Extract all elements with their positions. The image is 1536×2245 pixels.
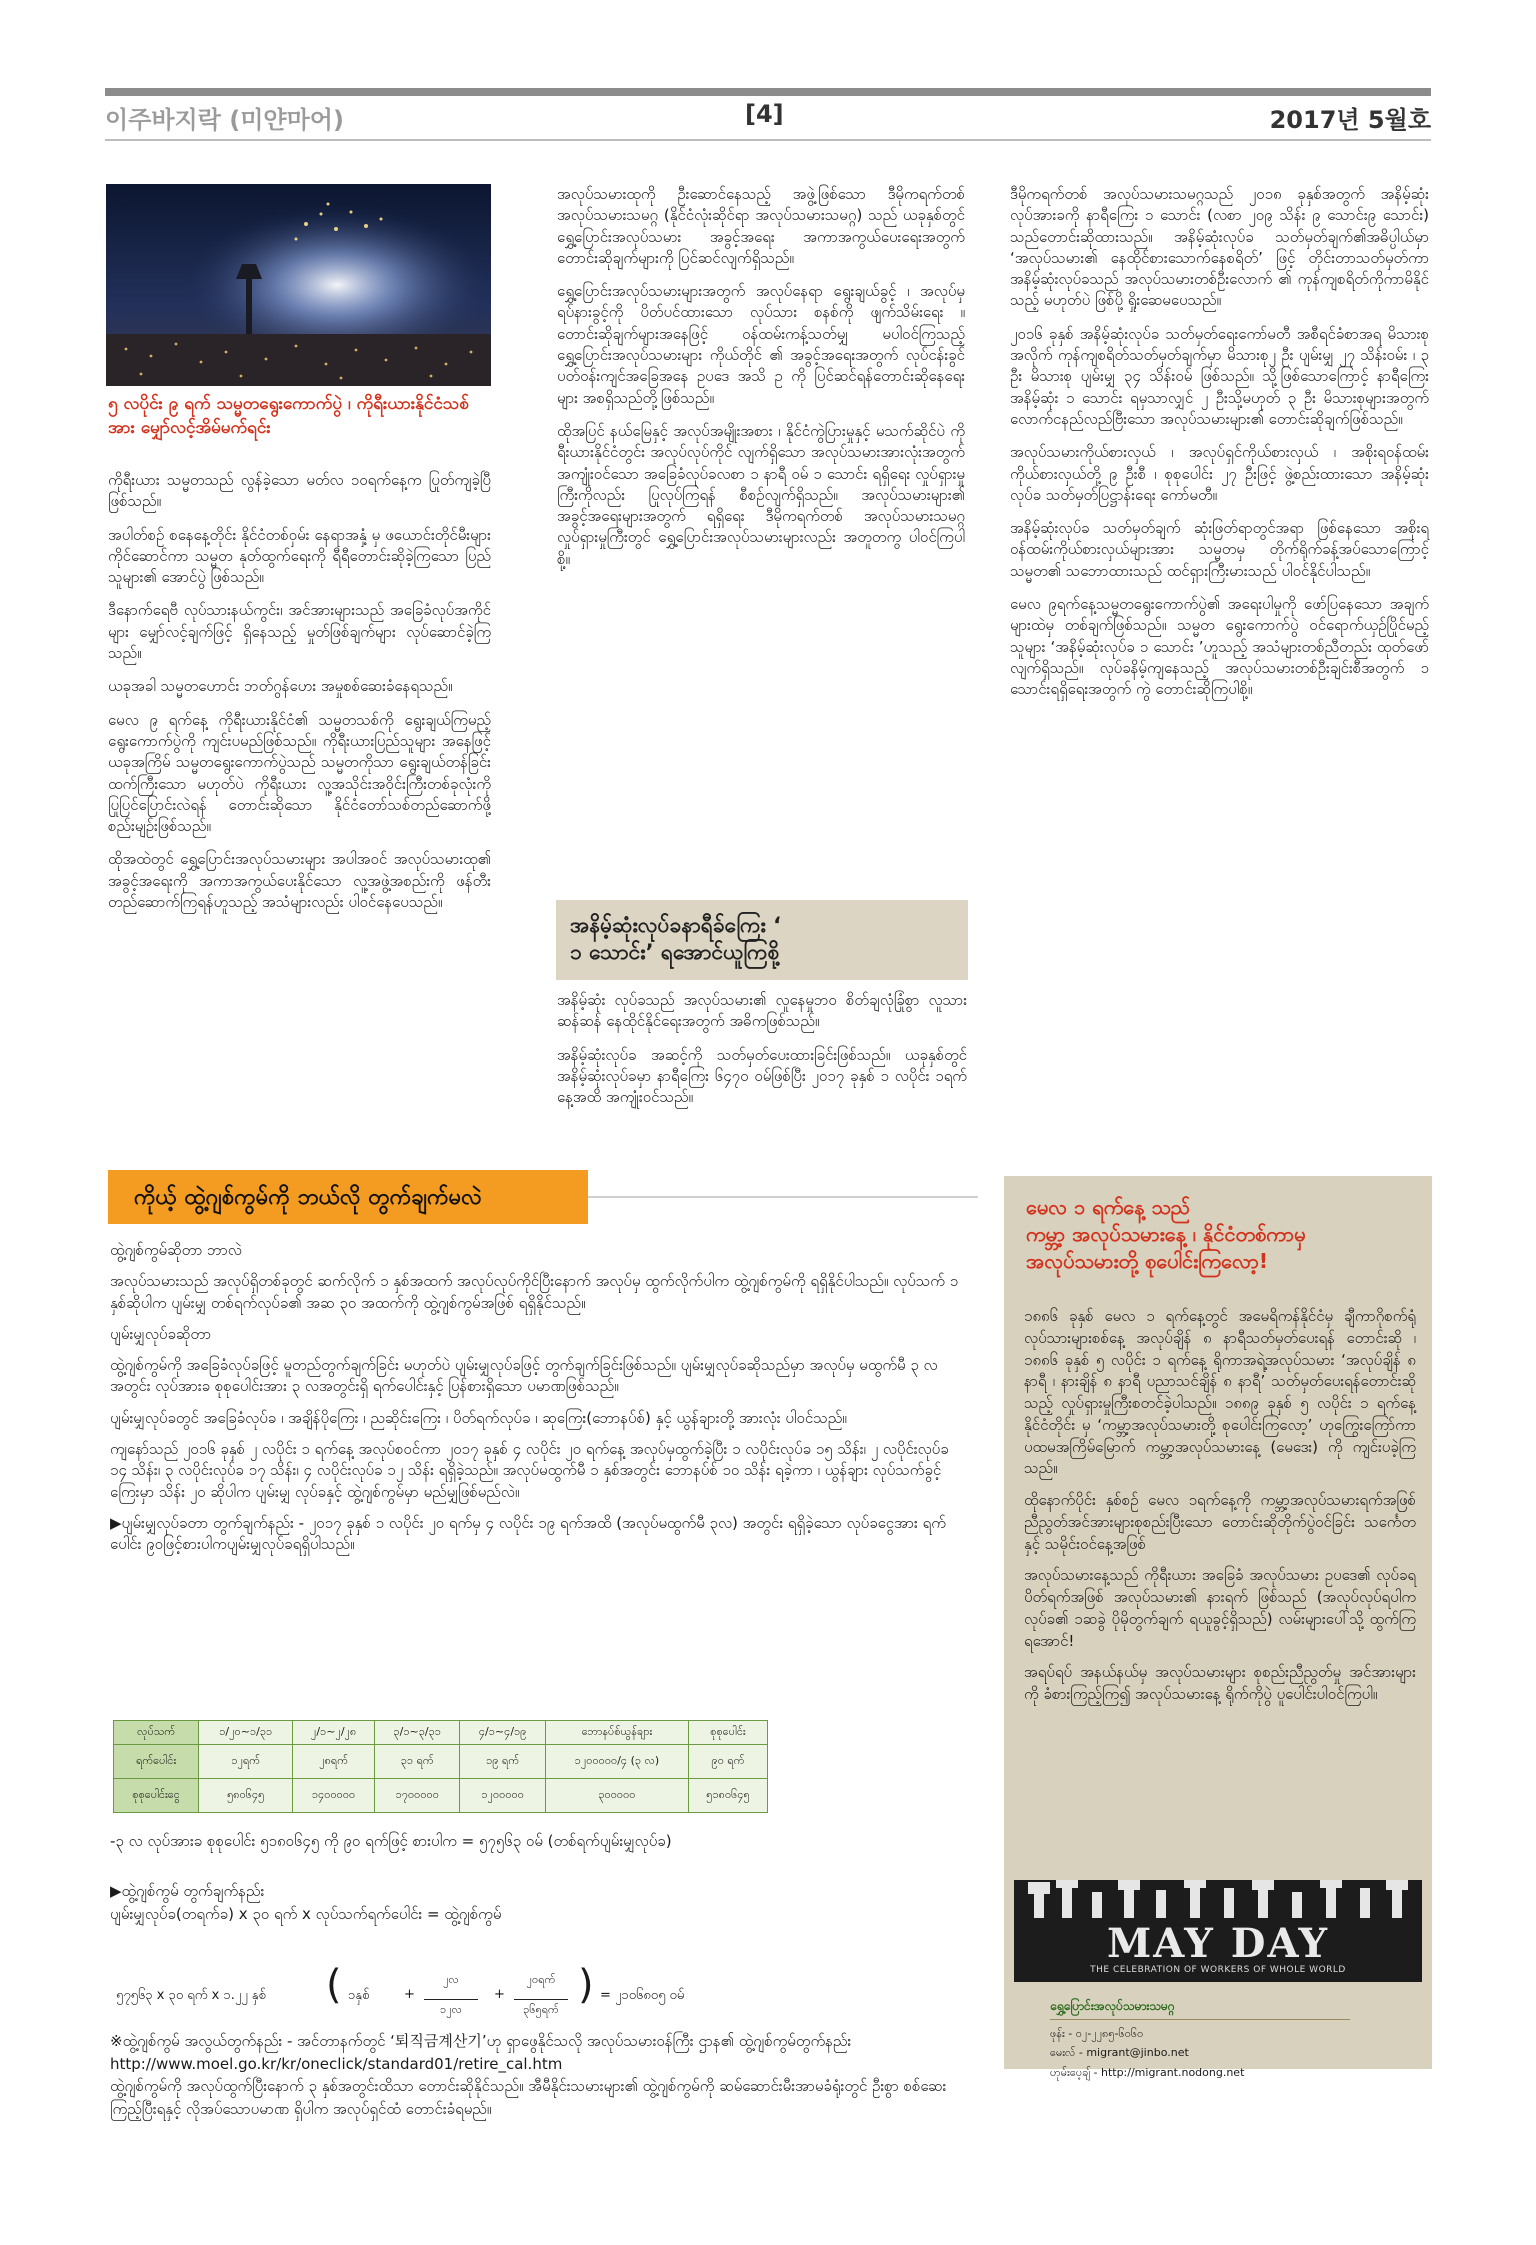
paragraph: ▶ပျမ်းမျှလုပ်ခတာ တွက်ချက်နည်း - ၂၀၁၇ ခုနှစ် ၁ လပိုင်း ၂၀ ရက်မှ ၄ လပိုင်း ၁၉ ရက်အထိ (အလုပ်မထွက်မီ ၃လ) အတွင်း ရရှိခဲ့သော လုပ်ခငွေအား ရက်ပေါင်း ၉၀ဖြင့်စားပါကပျမ်းမျှလုပ်ခရရှိပါသည်။ (110, 1513, 946, 1554)
table-cell: ၃/၁~၃/၃၁ (375, 1721, 460, 1745)
paren-open: ( (326, 1962, 342, 2008)
banner-rule (588, 1196, 978, 1198)
severance-banner (108, 1170, 588, 1224)
plus-sign: + (404, 1987, 415, 2002)
paragraph: အနိမ့်ဆုံးလုပ်ခ သတ်မှတ်ချက် ဆုံးဖြတ်ရာတွင်အရာ ဖြစ်နေသော အစိုးရဝန်ထမ်းကိုယ်စားလှယ်များအား သမ္မတမှ တိုက်ရိုက်ခန့်အပ်သောကြောင့်သမ္မတ၏ သဘောထားသည် ထင်ရှားကြီးမားသည် ပါဝင်နိုင်ပါသည်။ (1010, 519, 1429, 580)
table-cell: ၁/၂၀~၁/၃၁ (199, 1721, 293, 1745)
paragraph: အနိမ့်ဆုံး လုပ်ခသည် အလုပ်သမား၏ လူနေမှုဘဝ စိတ်ချလုံခြုံစွာ လူသားဆန်ဆန် နေထိုင်နိုင်ရေးအတွက် အဓိကဖြစ်သည်။ (557, 991, 967, 1031)
paragraph: မေလ ၉ ရက်နေ့ ကိုရီးယားနိုင်ငံ၏ သမ္မတသစ်ကို ရွေးချယ်ကြမည့် ရွေးကောက်ပွဲကို ကျင်းပမည်ဖြစ်သည်။ ကိုရီးယားပြည်သူများ အနေဖြင့် ယခုအကြိမ် သမ္မတရွေးကောက်ပွဲသည် သမ္မတကိုသာ ရွေးချယ်တန်ခြင်းထက်ကြီးသော မဟုတ်ပဲ ကိုရီးယား လူ့အသိုင်းအဝိုင်းကြီးတစ်ခုလုံးကို ပြုပြင်ပြောင်းလဲရန် တောင်းဆိုသော နိုင်ငံတော်သစ်တည်ဆောက်ဖို့ စည်းမျဉ်းဖြစ်သည်။ (108, 710, 491, 836)
paragraph: မေလ ၉ရက်နေ့သမ္မတရွေးကောက်ပွဲ၏ အရေးပါမှုကို ဖော်ပြနေသော အချက်များထဲမှ တစ်ချက်ဖြစ်သည်။ သမ္မတ ရွေးကောက်ပွဲ ဝင်ရောက်ယှဉ်ပြိုင်မည့်သူများ ‘အနိမ့်ဆုံးလုပ်ခ ၁ သောင်း ’ဟူသည့် အသံများတစ်ညီတည်း ထုတ်ဖော်လျက်ရှိသည်။ လုပ်ခနိမ့်ကျနေသည့် အလုပ်သမားတစ်ဦးချင်းစီအတွက် ၁ သောင်းရရှိရေးအတွက် ကွဲ တောင်းဆိုကြပါစို့။ (1010, 595, 1429, 699)
contact-info (1050, 1996, 1410, 2082)
formula-lead: ၅၇၅၆၃ x ၃၀ ရက် x ၁.၂၂ နှစ် (116, 1988, 266, 2003)
minimum-wage-heading (556, 900, 968, 980)
heading-line: ၁ သောင်း’ ရအောင်ယူကြစို့ (570, 940, 780, 965)
column-left (108, 470, 491, 925)
header-top-rule (105, 88, 1431, 96)
paragraph: အလုပ်သမားသည် အလုပ်ရှိတစ်ခုတွင် ဆက်လိုက် ၁ နှစ်အထက် အလုပ်လုပ်ကိုင်ပြီးနောက် အလုပ်မှ ထွက်လိုက်ပါက ထွဲ့ဂျစ်ကွမ်ကို ရရှိနိုင်ပါသည်။ လုပ်သက် ၁ နှစ်ဆိုပါက ပျမ်းမျှ တစ်ရက်လုပ်ခ၏ အဆ ၃၀ အထက်ကို ထွဲ့ဂျစ်ကွမ်အဖြစ် ရရှိနိုင်သည်။ (110, 1272, 959, 1312)
table-cell: စုစုပေါင်းငွေ (114, 1779, 199, 1813)
column-right (1010, 184, 1429, 713)
banner-title: ကိုယ့် ထွဲ့ဂျစ်ကွမ်ကို ဘယ်လို တွက်ချက်မလဲ (134, 1185, 482, 1210)
contact-email[interactable]: မေးလ် - migrant@jinbo.net (1050, 2046, 1189, 2060)
fraction-numerator: ၂၀ရက် (526, 1973, 556, 1986)
contact-website[interactable]: ဟုမ်းပေ့ချ် - http://migrant.nodong.net (1050, 2065, 1245, 2079)
table-cell: လုပ်သက် (114, 1721, 199, 1745)
sidebar-title-line: ကမ္ဘာ့ အလုပ်သမားနေ့ ၊ နိုင်ငံတစ်ကာမှ (1026, 1222, 1306, 1247)
paragraph: ၂၀၁၆ ခုနှစ် အနိမ့်ဆုံးလုပ်ခ သတ်မှတ်ရေးကော်မတီ အစီရင်ခံစာအရ မိသားစုအလိုက် ကုန်ကျစရိတ်သတ်မှတ်ချက်မှာ မိသားစု၂ ဦး ပျမ်းမျှ ၂၇ သိန်းဝမ်း ၊ ၃ ဦး မိသားစု ပျမ်းမျှ ၃၄ သိန်းဝမ် ဖြစ်သည်။ သို့ဖြစ်သောကြောင့် နာရီကြေး အနိမ့်ဆုံး ၁ သောင်း ရမှသာလျှင် ၂ ဦးသို့မဟုတ် ၃ ဦး မိသားစုများအတွက် လောက်ငနည်လည်ဗြီးသော အလုပ်သမားများ၏ တောင်းဆိုချက်ဖြစ်သည်။ (1010, 324, 1429, 428)
rally-photo (106, 184, 491, 386)
paragraph: ပျမ်းမျှလုပ်ခတွင် အခြေခံလုပ်ခ ၊ အချိန်ပိုကြေး ၊ ညဆိုင်းကြေး ၊ ပိတ်ရက်လုပ်ခ ၊ ဆုကြေး(ဘောနပ်စ်) နှင့် ယွန်ချားတို့ အားလုံး ပါဝင်သည်။ (110, 1408, 847, 1427)
table-cell: ၃၁ ရက် (375, 1745, 460, 1779)
issue-date: 2017년 5월호 (1269, 106, 1431, 134)
table-cell: ဘောနပ်စ်ယွန်ချား (545, 1721, 688, 1745)
paragraph: အလုပ်သမားထုကို ဦးဆောင်နေသည့် အဖွဲ့ဖြစ်သော ဒီမိုကရက်တစ် အလုပ်သမားသမဂ္ဂ (နိုင်ငံလုံးဆိုင်ရာ အလုပ်သမားသမဂ္ဂ) သည် ယခုနှစ်တွင် ရွှေ့ပြောင်းအလုပ်သမား အခွင့်အရေး အကာအကွယ်ပေးရေးအတွက် တောင်းဆိုချက်များကို ပြင်ဆင်လျက်ရှိသည်။ (557, 185, 965, 267)
paragraph: ကိုရီးယား သမ္မတသည် လွန်ခဲ့သော မတ်လ ၁၀ရက်နေ့က ပြုတ်ကျခဲ့ပြီ ဖြစ်သည်။ (108, 471, 491, 511)
table-cell: ၅၁၈၀၆၄၅ (689, 1779, 768, 1813)
table-cell: ၂/၁~၂/၂၈ (293, 1721, 375, 1745)
sidebar-title (1026, 1194, 1418, 1276)
table-cell: ၁၇၀၀၀၀၀ (375, 1779, 460, 1813)
column-middle (557, 184, 965, 582)
paragraph: အနိမ့်ဆုံးလုပ်ခ အဆင့်ကို သတ်မှတ်ပေးထားခြင်းဖြစ်သည်။ ယခုနှစ်တွင် အနိမ့်ဆုံးလုပ်ခမှာ နာရီကြေး ၆၄၇၀ ဝမ်ဖြစ်ပြီး ၂၀၁၇ ခုနှစ် ၁ လပိုင်း ၁ရက်နေ့အထိ အကျုံးဝင်သည်။ (557, 1045, 967, 1107)
paragraph: ထွဲ့ဂျစ်ကွမ်ကို အခြေခံလုပ်ခဖြင့် မူတည်တွက်ချက်ခြင်း မဟုတ်ပဲ ပျမ်းမျှလုပ်ခဖြင့် တွက်ချက်ခြင်းဖြစ်သည်။ ပျမ်းမျှလုပ်ခဆိုသည်မှာ အလုပ်မှ မထွက်မီ ၃ လအတွင်း လုပ်အားခ စုစုပေါင်းအား ၃ လအတွင်းရှိ ရက်ပေါင်းနှင့် ပြန်စားရှိသော ပမာဏဖြစ်သည်။ (110, 1356, 938, 1396)
fraction-denominator: ၁၂လ (440, 2003, 462, 2016)
column-middle-lower (557, 990, 967, 1120)
table-cell: စုစုပေါင်း (689, 1721, 768, 1745)
wage-table (113, 1720, 768, 1813)
table-cell: ရက်ပေါင်း (114, 1745, 199, 1779)
average-wage-result: -၃ လ လုပ်အားခ စုစုပေါင်း ၅၁၈၀၆၄၅ ကို ၉၀ ရက်ဖြင့် စားပါက = ၅၇၅၆၃ ဝမ် (တစ်ရက်ပျမ်းမျှလုပ်ခ) (110, 1832, 672, 1850)
table-row (114, 1779, 768, 1813)
table-cell: ၅၈၀၆၄၅ (199, 1779, 293, 1813)
table-cell: ၉၀ ရက် (689, 1745, 768, 1779)
subheading: ပျမ်းမျှလုပ်ခဆိုတာ (110, 1324, 212, 1343)
table-cell: ၄/၁~၄/၁၉ (460, 1721, 545, 1745)
formula-result: = ၂၁၀၆၈၀၅ ဝမ် (600, 1988, 685, 2003)
table-cell: ၁၂၀၀၀၀၀ (460, 1779, 545, 1813)
table-cell: ၃၀၀၀၀၀ (545, 1779, 688, 1813)
page-number: [4] (745, 100, 784, 128)
plus-sign: + (494, 1987, 505, 2002)
heading-line: အနိမ့်ဆုံးလုပ်ခနာရီခ်ကြေး ‘ (570, 913, 782, 937)
subheading: ထွဲ့ဂျစ်ကွမ်ဆိုတာ ဘာလဲ (110, 1241, 242, 1259)
paragraph: အလုပ်သမားနေ့သည် ကိုရီးယား အခြေခံ အလုပ်သမား ဥပဒေ၏ လုပ်ခရ ပိတ်ရက်အဖြစ် အလုပ်သမား၏ နားရက် ဖြစ်သည် (အလုပ်လုပ်ရပါက လုပ်ခ၏ ၁ဆခွဲ ပိုမိုတွက်ချက် ရယူခွင့်ရှိသည်) လမ်းများပေါ်သို့ ထွက်ကြရအောင်! (1024, 1566, 1416, 1650)
paren-close: ) (578, 1962, 594, 2008)
paragraph: ထိုအပြင် နယ်မြေနှင့် အလုပ်အမျိုးအစား ၊ နိုင်ငံကွဲပြားမှုနှင့် မသက်ဆိုင်ပဲ ကိုရီးယားနိုင်ငံတွင်း အလုပ်လုပ်ကိုင် လျက်ရှိသော အလုပ်သမားအားလုံးအတွက် အကျုံးဝင်သော အခြေခံလုပ်ခလစာ ၁ နာရီ ဝမ် ၁ သောင်း ရရှိရေး လှုပ်ရှားမှုကြီးကိုလည်း ပြုလုပ်ကြရန် စီစဉ်လျက်ရှိသည်။ အလုပ်သမားများ၏ အခွင့်အရေးများအတွက် ရရှိရေး ဒီမိုကရက်တစ် အလုပ်သမားသမဂ္ဂ လှုပ်ရှားမှုကြီးတွင် ရွှေ့ပြောင်းအလုပ်သမားများလည်း အတူတကွ ပါဝင်ကြပါစို့။ (557, 421, 965, 568)
table-cell: ၂၈ရက် (293, 1745, 375, 1779)
fraction-bar (514, 1999, 568, 2000)
paragraph: ကျနော်သည် ၂၀၁၆ ခုနှစ် ၂ လပိုင်း ၁ ရက်နေ့ အလုပ်စဝင်ကာ ၂၀၁၇ ခုနှစ် ၄ လပိုင်း ၂၀ ရက်နေ့ အလုပ်မှထွက်ခဲ့ပြီး ၁ လပိုင်းလုပ်ခ ၁၅ သိန်း၊ ၂ လပိုင်းလုပ်ခ ၁၄ သိန်း၊ ၃ လပိုင်းလုပ်ခ ၁၇ သိန်း၊ ၄ လပိုင်းလုပ်ခ ၁၂ သိန်း ရရှိခဲ့သည်။ အလုပ်မထွက်မီ ၁ နှစ်အတွင်း ဘောနပ်စ် ၁၀ သိန်း ရခဲ့ကာ ၊ ယွန်ချား လုပ်သက်ခွင့်ကြေးမှာ သိန်း ၂၀ ဆိုပါက ပျမ်းမျှ လုပ်ခနှင့် ထွဲ့ဂျစ်ကွမ်မှာ မည်မျှဖြစ်မည်လဲ။ (110, 1440, 949, 1501)
fraction-numerator: ၂လ (443, 1973, 459, 1986)
header-under-rule (105, 139, 1431, 141)
paragraph: ထိုနောက်ပိုင်း နှစ်စဉ် မေလ ၁ရက်နေ့ကို ကမ္ဘာ့အလုပ်သမားရက်အဖြစ် ညီညွတ်အင်အားများစုစည်းပြီးသော တောင်းဆိုတိုက်ပွဲဝင်ခြင်း သင်္ကေတနှင့် သမိုင်းဝင်နေ့အဖြစ် (1024, 1491, 1416, 1553)
sidebar-title-line: အလုပ်သမားတို့ စုပေါင်းကြလော့! (1026, 1249, 1269, 1274)
paragraph: ဒီမိုကရက်တစ် အလုပ်သမားသမဂ္ဂသည် ၂၀၁၈ ခုနှစ်အတွက် အနိမ့်ဆုံးလုပ်အားခကို နာရီကြေး ၁ သောင်း (လစာ ၂၀၉ သိန်း ၉ သောင်း၉ သောင်း) သည်တောင်းဆိုထားသည်။ အနိမ့်ဆုံးလုပ်ခ သတ်မှတ်ချက်၏အဓိပ္ပါယ်မှာ ‘အလုပ်သမား၏ နေထိုင်စားသောက်နေစရိတ်’ ဖြင့် တိုင်းတာသတ်မှတ်ကာ အနိမ့်ဆုံးလုပ်ခသည် အလုပ်သမားတစ်ဦးလောက် ၏ ကုန်ကျစရိတ်ကိုကာမိနိုင်သည့် မဟုတ်ပဲ ဖြစ်ပို့ ရှိုးဆေမပေသည်။ (1010, 185, 1429, 310)
severance-formula (116, 1962, 836, 2023)
table-cell: ၁၉ ရက် (460, 1745, 545, 1779)
severance-article (110, 1240, 970, 1566)
photo-caption: ၅ လပိုင်း ၉ ရက် သမ္မတရွေးကောက်ပွဲ ၊ ကိုရီးယားနိုင်ငံသစ်အား မျှော်လင့်အိမ်မက်ရင်း (108, 394, 469, 438)
may-day-subtitle: THE CELEBRATION OF WORKERS OF WHOLE WORLD (1090, 1965, 1346, 1975)
paragraph: အပါတ်စဉ် စနေနေ့တိုင်း နိုင်ငံတစ်ဝှမ်း နေရာအနှံ့ မှ ဖယောင်းတိုင်မီးများ ကိုင်ဆောင်ကာ သမ္မတ နုတ်ထွက်ရေးကို ရီရီတောင်းဆိုခဲ့ကြသော ပြည်သူများ၏ အောင်ပွဲ ဖြစ်သည်။ (108, 525, 491, 587)
paragraph: အရပ်ရပ် အနယ်နယ်မှ အလုပ်သမားများ စုစည်းညီညွတ်မှု အင်အားများကို ခံစားကြည့်ကြ၍ အလုပ်သမားနေ့ ရိုက်ကိုပွဲ ပူပေါင်းပါဝင်ကြပါ။ (1024, 1663, 1416, 1703)
may-day-logo (1014, 1880, 1422, 1982)
formula-text: ပျမ်းမျှလုပ်ခ(တရက်ခ) x ၃၀ ရက် x လုပ်သက်ရက်ပေါင်း = ထွဲ့ဂျစ်ကွမ် (110, 1904, 502, 1923)
paragraph: ရွှေ့ပြောင်းအလုပ်သမားများအတွက် အလုပ်နေရာ ရွေးချယ်ခွင့် ၊ အလုပ်မှ ရပ်နားခွင့်ကို ပိတ်ပင်ထားသော လုပ်သား စနစ်ကို ဖျက်သိမ်းရေး ။ တောင်းဆိုချက်များအနေဖြင့် ဝန်ထမ်းကန့်သတ်မျှ မပါဝင်ကြသည့် ရွှေ့ပြောင်းအလုပ်သမားများ ကိုယ်တိုင် ၏ အခွင့်အရေးအတွက် လုပ်ငန်းခွင် ပတ်ဝန်းကျင်အခြေအနေ ဥပဒေ အသိ ဥ ကို ပြင်ဆင်ရန်တောင်းဆိုနေရေးများ အစရှိသည်တို့ဖြစ်သည်။ (557, 282, 965, 407)
may-day-text: MAY DAY (1106, 1920, 1330, 1967)
severance-method (110, 1880, 970, 1925)
subheading: ▶ထွဲ့ဂျစ်ကွမ် တွက်ချက်နည်း (110, 1882, 265, 1900)
table-cell: ၁၄၀၀၀၀၀ (293, 1779, 375, 1813)
note-line: ※ထွဲ့ဂျစ်ကွမ် အလွယ်တွက်နည်း - အင်တာနက်တွင် ‘퇴직금계산기’ဟု ရှာဖွေနိုင်သလို အလုပ်သမားဝန်ကြီး ဌာန၏ ထွဲ့ဂျစ်ကွမ်တွက်နည်း http://www.moel.go.kr/kr/oneclick/standard01/retire_cal.htm (110, 2032, 852, 2073)
publication-title: 이주바지락 (미얀마어) (105, 106, 344, 134)
sidebar-title-line: မေလ ၁ ရက်နေ့ သည် (1026, 1195, 1191, 1219)
paragraph: ယခုအခါ သမ္မတဟောင်း ဘတ်ဂွန်ဟေး အမှုစစ်ဆေးခံနေရသည်။ (108, 677, 453, 696)
table-row (114, 1721, 768, 1745)
table-row (114, 1745, 768, 1779)
paragraph: အလုပ်သမားကိုယ်စားလှယ် ၊ အလုပ်ရှင်ကိုယ်စားလှယ် ၊ အစိုးရဝန်ထမ်းကိုယ်စားလှယ်တို့ ၉ ဦးစီ ၊ စုစုပေါင်း ၂၇ ဦးဖြင့် ဖွဲ့စည်းထားသော အနိမ့်ဆုံးလုပ်ခ သတ်မှတ်ပြဋ္ဌာန်းရေး ကော်မတီ။ (1010, 443, 1429, 504)
formula-term: ၁နှစ် (348, 1988, 370, 2003)
table-cell: ၁၂ရက် (199, 1745, 293, 1779)
severance-notes (110, 2030, 970, 2120)
paragraph: ၁၈၈၆ ခုနှစ် မေလ ၁ ရက်နေ့တွင် အမေရိကန်နိုင်ငံမှ ချီကာဂိုစက်ရုံလုပ်သားများစစ်နေ့ အလုပ်ချိန် ၈ နာရီသတ်မှတ်ပေးရန် တောင်းဆို ၊ ၁၈၈၆ ခုနှစ် ၅ လပိုင်း ၁ ရက်နေ့ ရိုကာအရဲ့အလုပ်သမား ‘အလုပ်ချိန် ၈ နာရီ ၊ နားချိန် ၈ နာရီ ပညာသင်ချိန် ၈ နာရီ’ သတ်မှတ်ပေးရန်တောင်းဆိုသည့် လှုပ်ရှားမှုကြီးစတင်ခဲ့ပါသည်။ ၁၈၈၉ ခုနှစ် ၅ လပိုင်း ၁ ရက်နေ့ နိုင်ငံတိုင်း မှ ‘ကမ္ဘာ့အလုပ်သမားတို့ စုပေါင်းကြလော့’ ဟုကြွေးကြော်ကာ ပထမအကြိမ်မြောက် ကမ္ဘာ့အလုပ်သမားနေ့ (မေဒေး) ကို ကျင်းပခဲ့ကြသည်။ (1024, 1307, 1416, 1478)
fraction-denominator: ၃၆၅ရက် (523, 2003, 559, 2016)
sidebar-body (1024, 1306, 1416, 1716)
note-line: ထွဲ့ဂျစ်ကွမ်ကို အလုပ်ထွက်ပြီးနောက် ၃ နှစ်အတွင်းထိသာ တောင်းဆိုနိုင်သည်။ အီမီနိုင်းသမားများ၏ ထွဲ့ဂျစ်ကွမ်ကို ဆမ်ဆောင်းမီးအာမခံရုံးတွင် ဦးစွာ စစ်ဆေးကြည့်ပြီးရနှင့် လိုအပ်သောပမာဏ ရှိပါက အလုပ်ရှင်ထံ တောင်းခံရမည်။ (110, 2077, 947, 2118)
table-cell: ၁၂၀၀၀၀၀/၄ (၃ လ) (545, 1745, 688, 1779)
page-header (105, 98, 1431, 138)
contact-phone: ဖုန်း - ၀၂-၂၂၈၅-၆၀၆၀ (1050, 2027, 1144, 2040)
union-name: ရွှေ့ပြောင်းအလုပ်သမားသမဂ္ဂ (1050, 1996, 1350, 2020)
fraction-bar (424, 1999, 478, 2000)
paragraph: ဒီနောက်ရေဗီ လုပ်သားနယ်ကွင်း၊ အင်အားများသည် အခြေခံလုပ်အကိုင်များ မျှော်လင့်ချက်ဖြင့် ရှိနေသည့် မှုတ်ဖြစ်ချက်များ လုပ်ဆောင်ခဲ့ကြသည်။ (108, 601, 491, 663)
paragraph: ထိုအထဲတွင် ရွှေ့ပြောင်းအလုပ်သမားများ အပါအဝင် အလုပ်သမားထု၏ အခွင့်အရေးကို အကာအကွယ်ပေးနိုင်သော လူ့အဖွဲ့အစည်းကို ဖန်တီးတည်ဆောက်ကြရန်ဟူသည့် အသံများလည်း ပါဝင်နေပေသည်။ (108, 850, 491, 912)
